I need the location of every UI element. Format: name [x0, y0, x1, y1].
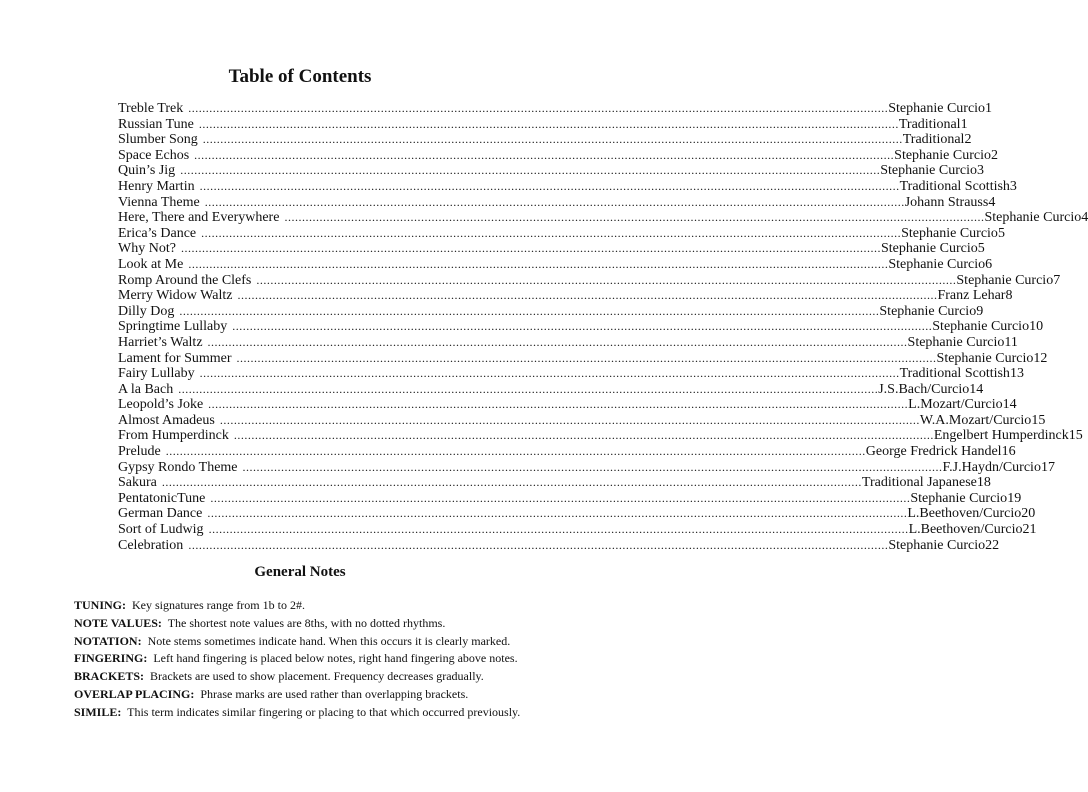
note-text: The shortest note values are 8ths, with no dotted rhythms. [167, 615, 446, 630]
dot-leader: ........................................................................................................................................................................................................ [256, 272, 957, 287]
toc-entry [118, 381, 984, 398]
toc-entry [118, 101, 993, 117]
note-text: Note stems sometimes indicate hand. When this occurs it is clearly marked. [147, 633, 511, 648]
toc-entry [118, 116, 968, 133]
toc-entry-page-number: 7 [1053, 272, 1061, 288]
note-item [74, 633, 584, 651]
toc-entry-page-number: 5 [977, 241, 985, 257]
dot-leader: ........................................................................................................................................................................................................ [161, 475, 862, 490]
toc-entry-composer: Stephanie Curcio [888, 101, 986, 116]
toc-entry-composer: J.S.Bach/Curcio [878, 381, 970, 397]
note-text: Key signatures range from 1b to 2#. [132, 598, 305, 612]
toc-entry-title: Almost Amadeus [118, 412, 215, 428]
dot-leader: ........................................................................................................................................................................................................ [208, 522, 909, 537]
dot-leader: ........................................................................................................................................................................................................ [201, 225, 902, 240]
dot-leader: ........................................................................................................................................................................................................ [210, 490, 911, 505]
toc-entry-title: Space Echos [118, 147, 190, 163]
toc-entry-title: Celebration [118, 537, 184, 553]
note-item [74, 615, 584, 633]
toc-entry [118, 350, 1048, 367]
toc-entry [118, 428, 1083, 444]
page-title: Table of Contents [228, 66, 372, 87]
dot-leader: ........................................................................................................................................................................................................ [198, 116, 899, 131]
toc-entry-title: Here, There and Everywhere [118, 210, 280, 226]
toc-entry-composer: Stephanie Curcio [894, 147, 991, 163]
toc-entry-page-number: 10 [1029, 319, 1044, 335]
note-label: BRACKETS: [74, 669, 145, 684]
note-label: SIMILE: [74, 704, 122, 719]
toc-entry-composer: Franz Lehar [937, 288, 1006, 304]
toc-entry-page-number: 12 [1033, 350, 1048, 366]
note-label: FINGERING: [74, 651, 148, 666]
toc-entry [118, 272, 1061, 289]
toc-entry-page-number: 2 [990, 147, 998, 163]
toc-entry-composer: Traditional Japanese [861, 475, 977, 491]
dot-leader: ........................................................................................................................................................................................................ [242, 459, 943, 474]
toc-entry-title: PentatonicTune [118, 490, 206, 506]
toc-entry-page-number: 19 [1007, 490, 1022, 506]
toc-entry-page-number: 11 [1004, 334, 1018, 350]
toc-entry-title: Prelude [118, 444, 161, 460]
toc-entry-title: A la Bach [118, 381, 174, 397]
dot-leader: ........................................................................................................................................................................................................ [236, 350, 937, 365]
toc-entry-title: German Dance [118, 506, 203, 522]
toc-entry-page-number: 1 [985, 101, 993, 116]
toc-entry-page-number: 22 [985, 537, 1000, 553]
toc-entry [118, 366, 1024, 382]
note-text: This term indicates similar fingering or placing to that which occurred previously. [127, 704, 521, 719]
toc-entry-composer: Stephanie Curcio [888, 256, 986, 272]
dot-leader: ........................................................................................................................................................................................................ [207, 506, 908, 521]
note-item [74, 668, 584, 686]
toc-entry [118, 241, 985, 257]
toc-entry-composer: Engelbert Humperdinck [933, 428, 1069, 444]
note-item [74, 650, 584, 668]
toc-entry-title: Merry Widow Waltz [118, 288, 233, 304]
toc-entry-composer: Stephanie Curcio [901, 225, 998, 241]
dot-leader: ........................................................................................................................................................................................................ [204, 194, 905, 209]
toc-entry-composer: F.J.Haydn/Curcio [942, 459, 1041, 475]
toc-entry-composer: Johann Strauss [904, 194, 989, 210]
toc-entry [118, 256, 993, 273]
toc-entry-title: Fairy Lullaby [118, 366, 195, 382]
toc-entry [118, 397, 1017, 413]
toc-entry-composer: Stephanie Curcio [880, 163, 977, 179]
toc-entry [118, 288, 1013, 304]
note-text: Brackets are used to show placement. Frequency decreases gradually. [150, 669, 484, 684]
toc-entry-page-number: 3 [1009, 178, 1017, 194]
toc-entry-page-number: 8 [1005, 288, 1013, 304]
toc-entry-composer: Stephanie Curcio [888, 537, 986, 553]
toc-entry-title: Gypsy Rondo Theme [118, 459, 238, 475]
toc-entry [118, 444, 1016, 460]
toc-entry-title: Slumber Song [118, 132, 198, 148]
dot-leader: ........................................................................................................................................................................................................ [180, 241, 881, 256]
dot-leader: ........................................................................................................................................................................................................ [232, 319, 933, 334]
toc-entry-composer: Stephanie Curcio [984, 210, 1082, 226]
toc-entry [118, 319, 1044, 335]
toc-entry [118, 459, 1055, 476]
toc-entry-page-number: 14 [1002, 397, 1017, 413]
toc-entry-page-number: 14 [969, 381, 984, 397]
toc-entry-title: Leopold’s Joke [118, 397, 204, 413]
dot-leader: ........................................................................................................................................................................................................ [237, 288, 938, 303]
general-notes-heading: General Notes [254, 564, 346, 580]
toc-entry-composer: L.Mozart/Curcio [908, 397, 1003, 413]
toc-entry-composer: Stephanie Curcio [910, 490, 1008, 506]
toc-entry-page-number: 5 [997, 225, 1005, 241]
toc-entry-composer: W.A.Mozart/Curcio [919, 412, 1032, 428]
toc-entry [118, 303, 984, 320]
toc-entry [118, 522, 1037, 538]
toc-entry-page-number: 18 [976, 475, 991, 491]
note-text: Phrase marks are used rather than overlapping brackets. [200, 686, 469, 701]
dot-leader: ........................................................................................................................................................................................................ [233, 428, 934, 443]
toc-entry-composer: Traditional [898, 116, 961, 132]
toc-entry-composer: L.Beethoven/Curcio [907, 506, 1022, 522]
dot-leader: ........................................................................................................................................................................................................ [165, 444, 866, 459]
dot-leader: ........................................................................................................................................................................................................ [199, 366, 900, 381]
dot-leader: ........................................................................................................................................................................................................ [178, 381, 879, 396]
dot-leader: ........................................................................................................................................................................................................ [180, 163, 881, 178]
toc-entry-title: Romp Around the Clefs [118, 272, 252, 288]
toc-entry [118, 506, 1036, 522]
toc-entry [118, 334, 1018, 351]
toc-entry-title: Vienna Theme [118, 194, 200, 210]
toc-entry-composer: Stephanie Curcio [880, 241, 978, 257]
toc-entry [118, 163, 984, 179]
toc-entry-title: Sakura [118, 475, 157, 491]
dot-leader: ........................................................................................................................................................................................................ [188, 101, 889, 115]
toc-entry-page-number: 2 [964, 132, 972, 148]
notes-container [74, 597, 584, 722]
toc-entry [118, 210, 1088, 226]
note-item [74, 704, 584, 722]
toc-entry [118, 225, 1005, 242]
toc-entry-composer: Stephanie Curcio [936, 350, 1034, 366]
note-label: NOTE VALUES: [74, 615, 162, 630]
toc-entry-page-number: 16 [1001, 444, 1016, 460]
toc-entry [118, 147, 998, 164]
dot-leader: ........................................................................................................................................................................................................ [284, 210, 985, 225]
general-notes-list [74, 597, 584, 722]
toc-entry-page-number: 3 [977, 163, 984, 179]
toc-entry-title: Russian Tune [118, 116, 194, 132]
dot-leader: ........................................................................................................................................................................................................ [194, 147, 895, 162]
toc-list [118, 101, 1088, 553]
dot-leader: ........................................................................................................................................................................................................ [208, 397, 909, 412]
toc-entry-title: Dilly Dog [118, 303, 175, 319]
toc-entry-title: Harriet’s Waltz [118, 334, 203, 350]
toc-entry [118, 412, 1046, 429]
toc-entry-composer: George Fredrick Handel [865, 444, 1002, 460]
toc-entry-page-number: 9 [976, 303, 984, 319]
note-item [74, 597, 584, 615]
toc-entry [118, 490, 1022, 507]
toc-entry-page-number: 4 [988, 194, 996, 210]
toc-entry-title: Quin’s Jig [118, 163, 176, 179]
dot-leader: ........................................................................................................................................................................................................ [179, 303, 880, 318]
toc-entry-composer: Stephanie Curcio [956, 272, 1054, 288]
toc-entry-composer: Stephanie Curcio [907, 334, 1005, 350]
toc-entry-page-number: 17 [1040, 459, 1055, 475]
toc-entry-title: Sort of Ludwig [118, 522, 204, 538]
toc-entry-composer: Traditional [902, 132, 965, 148]
toc-entry-page-number: 21 [1022, 522, 1037, 538]
toc-entry-page-number: 13 [1009, 366, 1024, 382]
dot-leader: ........................................................................................................................................................................................................ [219, 412, 920, 427]
toc-entry-page-number: 15 [1031, 412, 1046, 428]
table-of-contents [118, 101, 1088, 553]
dot-leader: ........................................................................................................................................................................................................ [188, 256, 889, 271]
note-item [74, 686, 584, 704]
dot-leader: ........................................................................................................................................................................................................ [202, 132, 903, 147]
toc-entry-title: Treble Trek [118, 101, 184, 116]
note-label: NOTATION: [74, 633, 142, 648]
toc-entry-composer: Stephanie Curcio [879, 303, 977, 319]
toc-entry [118, 475, 991, 491]
dot-leader: ........................................................................................................................................................................................................ [207, 334, 908, 349]
toc-entry-page-number: 15 [1068, 428, 1083, 444]
note-label: TUNING: [74, 598, 127, 612]
toc-entry [118, 132, 972, 148]
toc-entry-composer: Traditional Scottish [899, 366, 1010, 382]
toc-entry-composer: L.Beethoven/Curcio [908, 522, 1023, 538]
dot-leader: ........................................................................................................................................................................................................ [188, 537, 889, 552]
toc-entry-title: Erica’s Dance [118, 225, 197, 241]
toc-entry-page-number: 1 [960, 116, 968, 132]
dot-leader: ........................................................................................................................................................................................................ [199, 178, 900, 193]
toc-entry [118, 194, 996, 211]
toc-entry-title: Look at Me [118, 256, 184, 272]
note-label: OVERLAP PLACING: [74, 686, 195, 701]
toc-entry-page-number: 4 [1081, 210, 1088, 226]
toc-entry-title: Why Not? [118, 241, 176, 257]
toc-entry-title: Springtime Lullaby [118, 319, 228, 335]
toc-entry [118, 537, 1000, 554]
toc-entry [118, 178, 1017, 195]
note-text: Left hand fingering is placed below notes, right hand fingering above notes. [153, 651, 518, 666]
toc-entry-page-number: 6 [985, 256, 993, 272]
toc-entry-title: From Humperdinck [118, 428, 229, 444]
toc-entry-title: Lament for Summer [118, 350, 232, 366]
toc-entry-page-number: 20 [1021, 506, 1036, 522]
toc-entry-composer: Traditional Scottish [899, 178, 1010, 194]
toc-entry-composer: Stephanie Curcio [932, 319, 1030, 335]
toc-entry-title: Henry Martin [118, 178, 195, 194]
